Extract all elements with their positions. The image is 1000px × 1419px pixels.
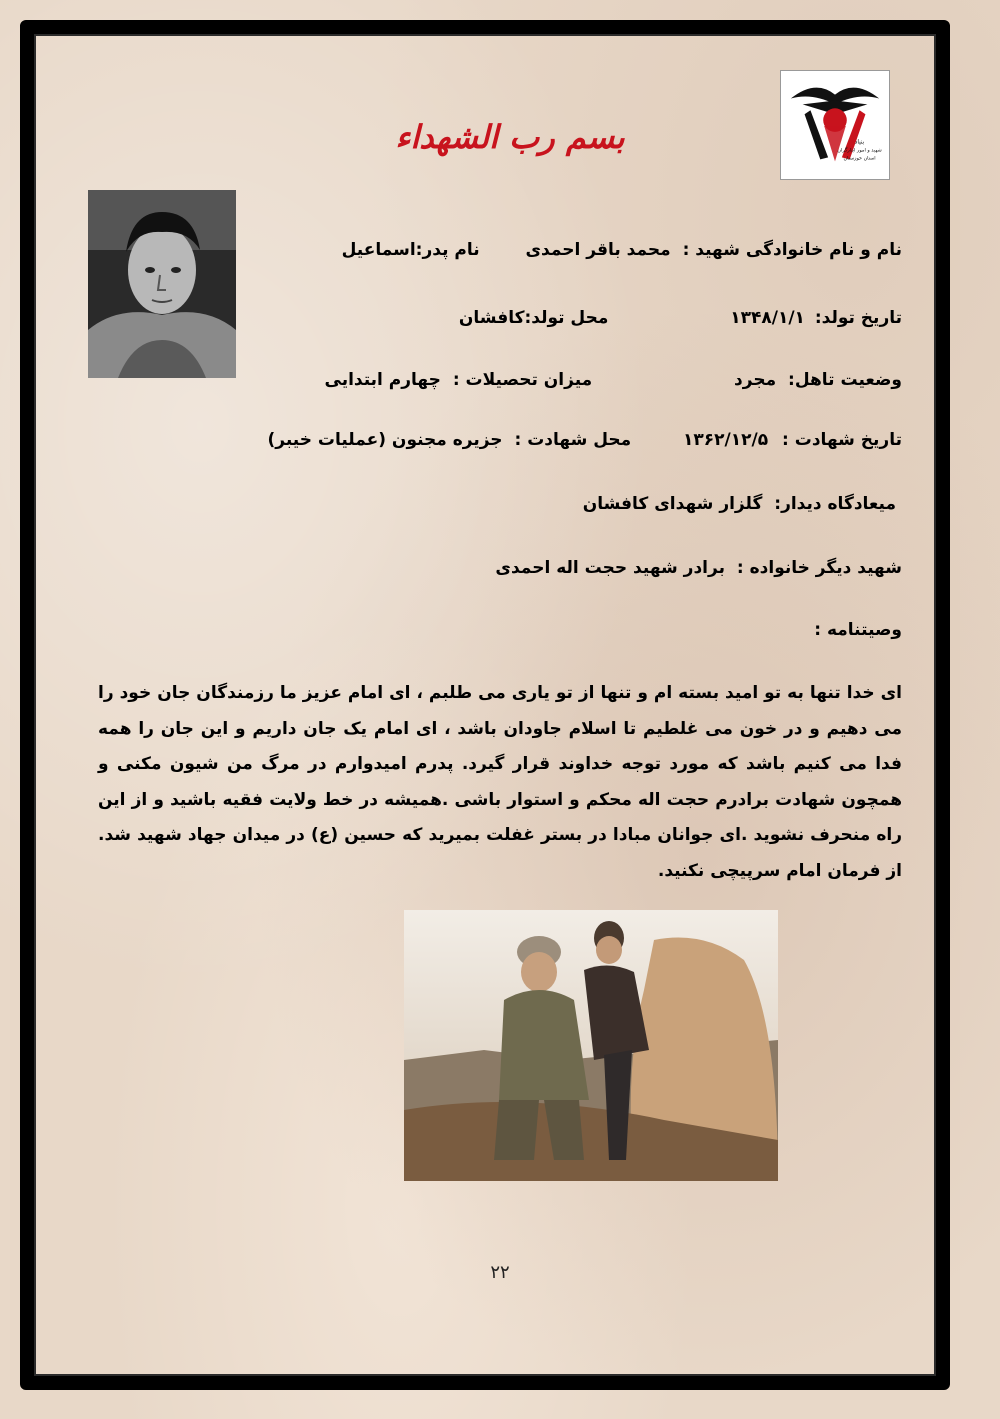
will-text: ای خدا تنها به تو امید بسته ام و تنها از تو یاری می طلبم ، ای امام عزیز ما رزمندگان جان خود را می دهیم و در خون می غلطیم تا اسلام جاودان باشد ، ای امام یک جان داریم و این جان را همه فدا می کنیم باشد که مورد توجه خداوند قرار گیرد. پدرم امیدوارم در مرگ من شیون مکنی و همچون شهادت برادرم حجت اله محکم و استوار باشی .همیشه در خط ولایت فقیه باشید و از این راه منحرف نشوید .ای جوانان مبادا در بستر غفلت بمیرید که حسین (ع) در میدان جهاد شهید شد. از فرمان امام سرپیچی نکنید. xyxy=(98,683,902,881)
martyrdom-place-value: جزیره مجنون (عملیات خیبر) xyxy=(267,430,503,450)
will-heading-row xyxy=(814,620,902,640)
father-name-value: اسماعیل xyxy=(341,240,416,260)
other-martyr-value: برادر شهید حجت اله احمدی xyxy=(495,558,725,578)
education-label: میزان تحصیلات : xyxy=(452,370,593,390)
name-label: نام و نام خانوادگی شهید : xyxy=(682,240,902,260)
martyr-portrait-photo xyxy=(88,190,236,378)
name-row xyxy=(342,240,902,260)
foundation-logo xyxy=(780,70,890,180)
page-title: بسم رب الشهداء xyxy=(395,118,625,156)
meeting-place-value: گلزار شهدای کافشان xyxy=(582,494,763,514)
martyrdom-date-label: تاریخ شهادت : xyxy=(782,430,902,450)
svg-text:بنیاد: بنیاد xyxy=(854,139,865,146)
svg-text:شهید و امور ایثارگران: شهید و امور ایثارگران xyxy=(837,147,882,154)
birth-place-value: کافشان xyxy=(458,308,525,328)
meeting-place-row xyxy=(583,494,896,514)
martyrdom-date-value: ۱۳۶۲/۱۲/۵ xyxy=(683,430,769,450)
page-number: ۲۲ xyxy=(490,1262,510,1283)
father-name-label: نام پدر: xyxy=(415,240,480,260)
marital-status-value: مجرد xyxy=(734,370,777,390)
other-martyr-label: شهید دیگر خانواده : xyxy=(736,558,902,578)
name-value: محمد باقر احمدی xyxy=(525,240,671,260)
martyrdom-place-label: محل شهادت : xyxy=(514,430,632,450)
birth-row xyxy=(459,308,902,328)
birth-date-value: ۱۳۴۸/۱/۱ xyxy=(730,308,805,328)
svg-text:استان خوزستان: استان خوزستان xyxy=(843,155,876,162)
martyrdom-row xyxy=(268,430,903,450)
marital-status-label: وضعیت تاهل: xyxy=(788,370,902,390)
field-photo xyxy=(404,910,778,1181)
status-row xyxy=(325,370,903,390)
meeting-place-label: میعادگاه دیدار: xyxy=(774,494,896,514)
birth-place-label: محل تولد: xyxy=(524,308,609,328)
will-heading: وصیتنامه : xyxy=(814,620,902,640)
education-value: چهارم ابتدایی xyxy=(324,370,441,390)
birth-date-label: تاریخ تولد: xyxy=(814,308,902,328)
other-martyr-row xyxy=(495,558,902,578)
